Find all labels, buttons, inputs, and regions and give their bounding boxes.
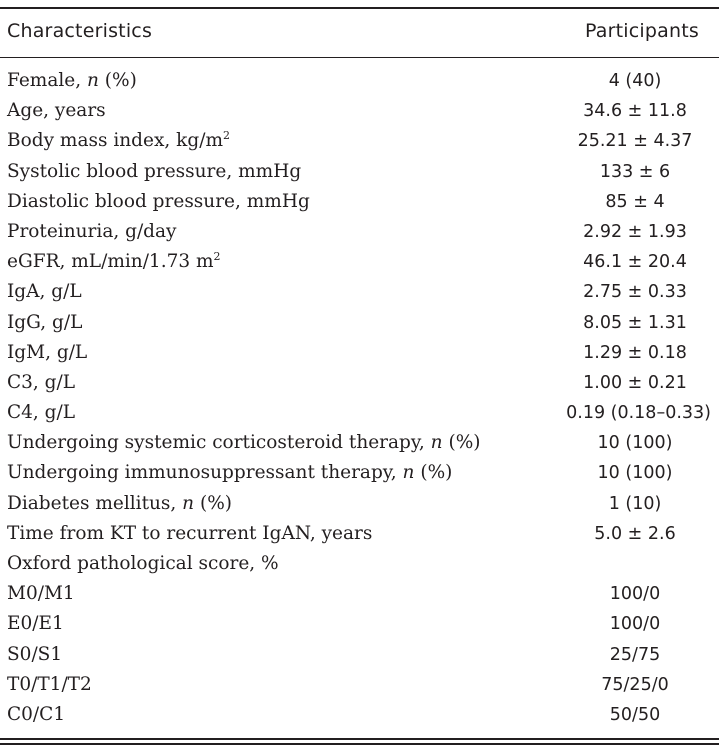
table-row xyxy=(0,399,719,429)
table-header-rule xyxy=(0,57,719,58)
row-label-text: C4, g/L xyxy=(7,402,76,424)
row-label xyxy=(7,402,75,423)
row-value: 5.0 ± 2.6 xyxy=(594,523,676,544)
row-label xyxy=(7,644,62,665)
row-label xyxy=(7,221,177,242)
row-value: 50/50 xyxy=(609,704,661,725)
row-label-text: Age, years xyxy=(7,100,106,122)
row-value: 4 (40) xyxy=(608,71,662,91)
row-label xyxy=(7,704,65,725)
row-label-text: C0/C1 xyxy=(7,703,66,725)
row-label-text: IgA, g/L xyxy=(7,281,82,303)
row-label xyxy=(7,372,75,393)
table-row xyxy=(0,248,719,278)
row-label xyxy=(7,523,372,544)
row-label-text: Proteinuria, g/day xyxy=(7,220,177,242)
row-label xyxy=(7,342,87,363)
row-label xyxy=(7,191,310,212)
row-value: 75/25/0 xyxy=(601,674,669,695)
row-value: 34.6 ± 11.8 xyxy=(583,101,687,122)
row-label-superscript: 2 xyxy=(223,129,230,143)
row-label-text: IgG, g/L xyxy=(7,311,83,333)
row-label xyxy=(7,493,232,514)
row-label xyxy=(7,613,64,634)
row-label xyxy=(7,312,82,333)
row-label-text: E0/E1 xyxy=(7,613,64,635)
row-label-suffix: (%) xyxy=(442,432,481,454)
row-value: 100/0 xyxy=(609,614,661,635)
row-label xyxy=(7,251,221,272)
row-label-text: IgM, g/L xyxy=(7,341,88,363)
table-row xyxy=(0,218,719,248)
row-label xyxy=(7,462,452,483)
table-row xyxy=(0,580,719,610)
row-label-italic: n xyxy=(430,432,443,454)
row-label xyxy=(7,583,75,604)
row-label-text: Oxford pathological score, % xyxy=(7,553,279,574)
row-value: 1 (10) xyxy=(608,493,662,514)
row-value: 8.05 ± 1.31 xyxy=(583,312,687,333)
row-value: 1.29 ± 0.18 xyxy=(583,342,687,363)
table-row xyxy=(0,339,719,369)
table-row xyxy=(0,610,719,640)
table-row xyxy=(0,490,719,520)
row-label-text: eGFR, mL/min/1.73 m xyxy=(7,251,214,273)
row-value: 133 ± 6 xyxy=(599,161,671,182)
row-value: 2.92 ± 1.93 xyxy=(583,221,687,242)
row-value: 2.75 ± 0.33 xyxy=(583,282,687,303)
row-label xyxy=(7,70,137,91)
table-bottom-rule-double xyxy=(0,743,719,745)
table-row xyxy=(0,97,719,127)
row-label-text: Diastolic blood pressure, mmHg xyxy=(7,190,310,212)
table-row xyxy=(0,671,719,701)
row-value: 0.19 (0.18–0.33) xyxy=(566,403,711,424)
row-value: 100/0 xyxy=(609,584,661,605)
row-label-text: Body mass index, kg/m xyxy=(7,130,223,152)
table-row xyxy=(0,459,719,489)
row-label-suffix: (%) xyxy=(98,70,137,91)
row-label xyxy=(7,130,230,151)
table-row xyxy=(0,641,719,671)
table-row xyxy=(0,309,719,339)
row-label-text: Female, xyxy=(7,70,87,91)
table-bottom-rule xyxy=(0,738,719,740)
row-value: 46.1 ± 20.4 xyxy=(583,252,687,273)
row-label-text: Systolic blood pressure, mmHg xyxy=(7,160,302,182)
table-top-rule xyxy=(0,7,719,9)
table-header xyxy=(0,14,719,52)
row-label-text: Undergoing systemic corticosteroid therapy, xyxy=(7,432,431,454)
table-row xyxy=(0,429,719,459)
row-label xyxy=(7,432,481,453)
table-row xyxy=(0,67,719,97)
table-row xyxy=(0,550,719,580)
row-label xyxy=(7,100,106,121)
row-label-italic: n xyxy=(402,462,415,484)
row-label-italic: n xyxy=(182,492,195,514)
table-row xyxy=(0,158,719,188)
table-row xyxy=(0,701,719,731)
row-label-suffix: (%) xyxy=(194,492,232,514)
row-value: 25/75 xyxy=(609,644,661,665)
row-label-text: S0/S1 xyxy=(7,643,63,665)
row-label-text: Time from KT to recurrent IgAN, years xyxy=(7,522,373,544)
row-label-suffix: (%) xyxy=(414,462,453,484)
row-value: 1.00 ± 0.21 xyxy=(583,372,687,393)
header-participants: Participants xyxy=(584,20,699,42)
row-label xyxy=(7,553,279,574)
table-row xyxy=(0,278,719,308)
row-label-text: C3, g/L xyxy=(7,371,76,393)
table-row xyxy=(0,127,719,157)
row-value: 10 (100) xyxy=(597,433,673,454)
row-label xyxy=(7,281,82,302)
row-label-italic: n xyxy=(86,70,99,91)
row-label-superscript: 2 xyxy=(213,250,221,264)
row-label-text: Undergoing immunosuppressant therapy, xyxy=(7,462,403,484)
row-value: 25.21 ± 4.37 xyxy=(577,131,693,152)
row-label xyxy=(7,674,92,695)
header-characteristics: Characteristics xyxy=(7,20,153,42)
table-row xyxy=(0,188,719,218)
table-row xyxy=(0,520,719,550)
table-row xyxy=(0,369,719,399)
row-value: 10 (100) xyxy=(597,463,673,484)
row-label xyxy=(7,161,301,182)
row-value: 85 ± 4 xyxy=(605,191,665,212)
row-label-text: Diabetes mellitus, xyxy=(7,492,183,514)
row-label-text: T0/T1/T2 xyxy=(7,673,92,695)
row-label-text: M0/M1 xyxy=(7,583,75,605)
table-body xyxy=(0,67,719,731)
